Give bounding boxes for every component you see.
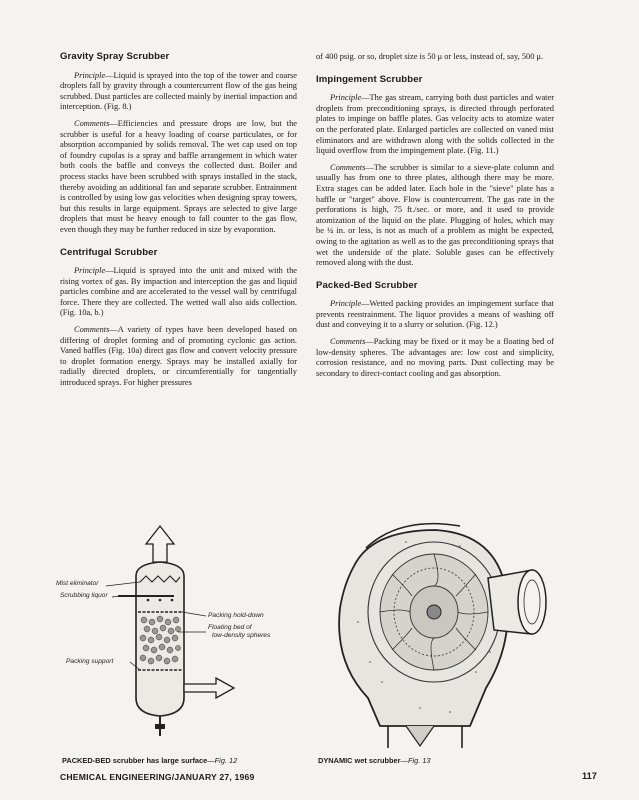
label-scrubbing-liquor: Scrubbing liquor bbox=[60, 592, 108, 599]
gravity-principle-text: —Liquid is sprayed into the top of the tower and coarse droplets fall by gravity through a countercurrent flow of the gas being scrubbed. Dust particles are collected mainly by inertial impaction and interception. (Fig. 8.) bbox=[60, 70, 297, 112]
caption-figure-13 bbox=[318, 756, 431, 765]
caption-13-figref: —Fig. 13 bbox=[400, 756, 431, 765]
heading-impingement-scrubber: Impingement Scrubber bbox=[316, 73, 423, 85]
impingement-comments-paragraph bbox=[316, 163, 554, 269]
gravity-comments-text: —Efficiencies and pressure drops are low, but the scrubber is useful for a heavy loading of coarse particulates, or for absorption accompanied by solids removal. The wet cap used on top of foundry cupolas is a spray and baffle arrangement in which water both cools the baffle and conveys the collected dust. Boiler and process stacks have been scrubbed with sprays installed in the stack, thereby avoiding an additional fan and separate scrubber. Entrainment is controlled by using low gas velocities when designing spray towers, but this results in large equipment. Sprays are selected to give large droplets that must be heavy enough to fall counter to the gas flow, even though they may be further reduced in size by evaporation. bbox=[60, 118, 297, 234]
packed-principle-lead: Principle bbox=[330, 299, 362, 309]
packed-principle-text: —Wetted packing provides an impingement surface that prevents reentrainment. The liquor provides a means of washing off dust and conveying it to a slurry or solution. (Fig. 12.) bbox=[316, 299, 554, 330]
label-mist-eliminator: Mist eliminator bbox=[56, 580, 99, 587]
packed-comments-paragraph bbox=[316, 337, 554, 379]
continuation-paragraph: of 400 psig. or so, droplet size is 50 μ or less, instead of, say, 500 μ. bbox=[316, 52, 544, 61]
packed-comments-text: —Packing may be fixed or it may be a floating bed of low-density spheres. The advantages are: low cost and simplicity, corrosion resistance, and no moving parts. Dust collecting may be secondary to direct-contact cooling and gas absorption. bbox=[316, 337, 554, 378]
heading-packed-bed-scrubber: Packed-Bed Scrubber bbox=[316, 279, 418, 291]
impingement-principle-lead: Principle bbox=[330, 93, 362, 103]
label-floating-bed-line2: low-density spheres bbox=[212, 632, 271, 639]
centrifugal-comments-text: —A variety of types have been developed based on differing of droplet forming and of promoting cyclonic gas action. Vaned baffles (Fig. 10a) direct gas flow and convert velocity pressure to droplet formation energy. Sprays may be installed axially for radially directed droplets, or circumferentially for tangentially introduced sprays. For higher pressures bbox=[60, 325, 297, 388]
label-floating-bed-line1: Floating bed of bbox=[208, 624, 252, 631]
left-column bbox=[60, 52, 297, 395]
impingement-comments-lead: Comments bbox=[330, 162, 366, 172]
packed-principle-paragraph bbox=[316, 299, 554, 331]
impingement-principle-paragraph bbox=[316, 93, 554, 157]
gravity-principle-paragraph bbox=[60, 71, 297, 113]
page-number: 117 bbox=[582, 771, 597, 781]
centrifugal-principle-text: —Liquid is sprayed into the unit and mixed with the rising vortex of gas. By impaction and interception the gas and liquid particles combine and are accelerated to the vessel wall by centrifugal force. There they are collected. The wetted wall also aids collection. (Fig. 10a, b.) bbox=[60, 266, 297, 318]
caption-12-title: PACKED-BED scrubber has large surface bbox=[62, 756, 208, 765]
gravity-comments-paragraph bbox=[60, 119, 297, 236]
centrifugal-comments-lead: Comments bbox=[74, 325, 110, 335]
centrifugal-comments-paragraph bbox=[60, 325, 297, 389]
packed-comments-lead: Comments bbox=[330, 337, 366, 347]
caption-12-figref: —Fig. 12 bbox=[207, 756, 238, 765]
impingement-principle-text: —The gas stream, carrying both dust particles and water droplets from preconditioning sprays, is directed through perforated plates to impinge on baffle plates. Gas velocity acts to atomize water on the perforated plate. Enlarged particles are collected on vaned mist eliminators and are withdrawn along with the solids collected in the liquid overflow from the impingement plate. (Fig. 11.) bbox=[316, 93, 554, 156]
centrifugal-principle-lead: Principle bbox=[74, 266, 106, 276]
dynamic-wet-scrubber-illustration bbox=[310, 512, 566, 758]
caption-13-title: DYNAMIC wet scrubber bbox=[318, 756, 401, 765]
gravity-comments-lead: Comments bbox=[74, 118, 110, 128]
label-packing-support: Packing support bbox=[66, 658, 114, 665]
heading-centrifugal-scrubber: Centrifugal Scrubber bbox=[60, 246, 158, 258]
centrifugal-principle-paragraph bbox=[60, 266, 297, 319]
caption-figure-12 bbox=[62, 756, 237, 765]
impingement-comments-text: —The scrubber is similar to a sieve-plate column and usually has from one to three plates, although there may be more. Extra stages can be added later. Each hole in the "sieve" plate has a baffle or "target" above. Flow is countercurrent. The gas rate in the perforations is high, 75 ft./sec. or more, and it used to provide atomization of the liquid on the plate. Plugging of holes, which may be ¼ in. or less, is not as much of a problem as might be expected, owing to the agitation as well as to the gas preconditioning sprays that wet the underside of the plate. Soluble gases can be effectively removed along with the dust. bbox=[316, 162, 554, 268]
figure-13-dynamic-scrubber bbox=[310, 512, 566, 758]
footer-journal-title: CHEMICAL ENGINEERING/JANUARY 27, 1969 bbox=[60, 772, 255, 782]
right-column bbox=[316, 52, 554, 385]
label-packing-hold-down: Packing hold-down bbox=[208, 612, 264, 619]
gravity-principle-lead: Principle bbox=[74, 70, 106, 80]
heading-gravity-spray-scrubber: Gravity Spray Scrubber bbox=[60, 51, 170, 62]
figure-12-packed-bed-diagram bbox=[56, 520, 296, 752]
